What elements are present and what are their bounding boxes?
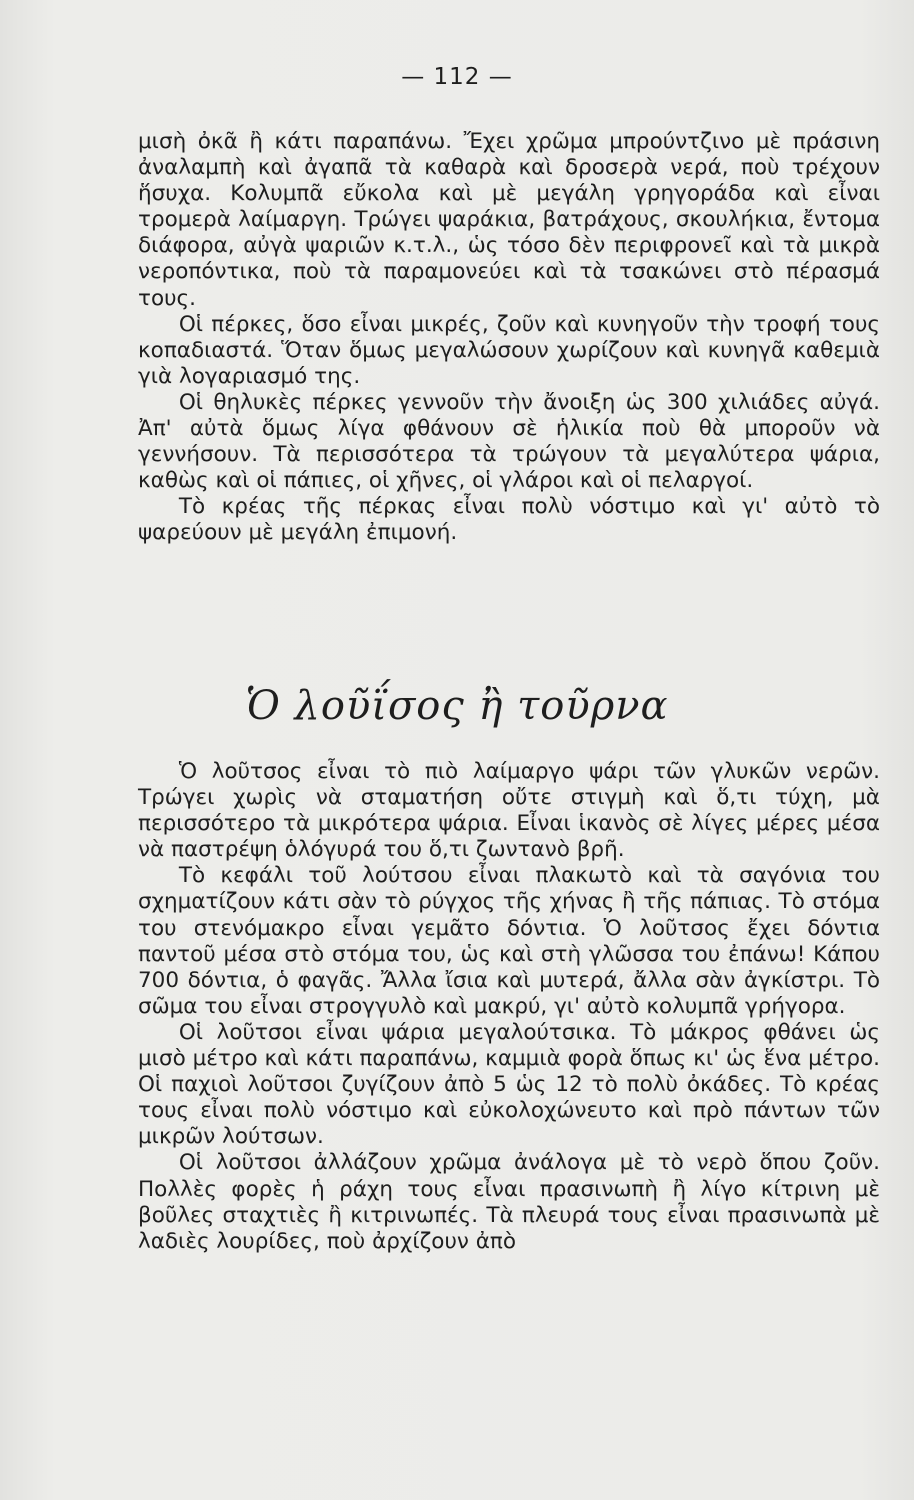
paragraph: Τὸ κεφάλι τοῦ λούτσου εἶναι πλακωτὸ καὶ τὰ σαγόνια του σχηματίζουν κάτι σὰν τὸ ρύγχος τῆς χήνας ἢ τῆς πάπιας. Τὸ στόμα του στενόμακρο εἶναι γεμᾶτο δόντια. Ὁ λοῦτσος ἔχει δόντια παντοῦ μέσα στὸ στόμα του, ὡς καὶ στὴ γλῶσσα του ἐπάνω! Κάπου 700 δόντια, ὁ φαγᾶς. Ἄλλα ἴσια καὶ μυτερά, ἄλλα σὰν ἀγκίστρι. Τὸ σῶμα του εἶναι στρογγυλὸ καὶ μακρύ, γι' αὐτὸ κολυμπᾶ γρήγορα. <box>138 863 880 1019</box>
page-number: — 112 — <box>401 64 513 90</box>
paragraph: Τὸ κρέας τῆς πέρκας εἶναι πολὺ νόστιμο καὶ γι' αὐτὸ τὸ ψαρεύουν μὲ μεγάλη ἐπιμονή. <box>138 494 880 546</box>
paragraph: Οἱ θηλυκὲς πέρκες γεννοῦν τὴν ἄνοιξη ὡς 300 χιλιάδες αὐγά. Ἀπ' αὐτὰ ὅμως λίγα φθάνουν σὲ ἡλικία ποὺ θὰ μποροῦν νὰ γεννήσουν. Τὰ περισσότερα τὰ τρώγουν τὰ μεγαλύτερα ψάρια, καθὼς καὶ οἱ πάπιες, οἱ χῆνες, οἱ γλάροι καὶ οἱ πελαργοί. <box>138 389 880 494</box>
paragraph: Ὁ λοῦτσος εἶναι τὸ πιὸ λαίμαργο ψάρι τῶν γλυκῶν νερῶν. Τρώγει χωρὶς νὰ σταματήση οὔτε στιγμὴ καὶ ὅ,τι τύχη, μὰ περισσότερο τὰ μικρότερα ψάρια. Εἶναι ἱκανὸς σὲ λίγες μέρες μέσα νὰ παστρέψη ὁλόγυρά του ὅ,τι ζωντανὸ βρῆ. <box>138 759 880 863</box>
paragraph: Οἱ λοῦτσοι εἶναι ψάρια μεγαλούτσικα. Τὸ μάκρος φθάνει ὡς μισὸ μέτρο καὶ κάτι παραπάνω, καμμιὰ φορὰ ὅπως κι' ὡς ἕνα μέτρο. Οἱ παχιοὶ λοῦτσοι ζυγίζουν ἀπὸ 5 ὡς 12 τὸ πολὺ ὀκάδες. Τὸ κρέας τους εἶναι πολὺ νόστιμο καὶ εὐκολοχώνευτο καὶ πρὸ πάντων τῶν μικρῶν λούτσων. <box>138 1019 880 1150</box>
paragraph: Οἱ λοῦτσοι ἀλλάζουν χρῶμα ἀνάλογα μὲ τὸ νερὸ ὅπου ζοῦν. Πολλὲς φορὲς ἡ ράχη τους εἶναι πρασινωπὴ ἢ λίγο κίτρινη μὲ βοῦλες σταχτιὲς ἢ κιτρινωπές. Τὰ πλευρά τους εἶναι πρασινωπὰ μὲ λαδιὲς λουρίδες, ποὺ ἀρχίζουν ἀπὸ <box>138 1150 880 1254</box>
paragraph: Οἱ πέρκες, ὅσο εἶναι μικρές, ζοῦν καὶ κυνηγοῦν τὴν τροφή τους κοπαδιαστά. Ὅταν ὅμως μεγαλώσουν χωρίζουν καὶ κυνηγᾶ καθεμιὰ γιὰ λογαριασμό της. <box>138 311 880 389</box>
section-title: Ὁ λοῦΐσος ἢ τοῦρνα <box>245 683 669 729</box>
paragraph: μισὴ ὀκᾶ ἢ κάτι παραπάνω. Ἔχει χρῶμα μπρούντζινο μὲ πράσινη ἀναλαμπὴ καὶ ἀγαπᾶ τὰ καθαρὰ καὶ δροσερὰ νερά, ποὺ τρέχουν ἥσυχα. Κολυμπᾶ εὔκολα καὶ μὲ μεγάλη γρηγοράδα καὶ εἶναι τρομερὰ λαίμαργη. Τρώγει ψαράκια, βατράχους, σκουλήκια, ἔντομα διάφορα, αὐγὰ ψαριῶν κ.τ.λ., ὡς τόσο δὲν περιφρονεῖ καὶ τὰ μικρὰ νεροπόντικα, ποὺ τὰ παραμονεύει καὶ τὰ τσακώνει στὸ πέρασμά τους. <box>138 129 880 311</box>
text-block-pike <box>138 759 880 1255</box>
text-block-perch <box>138 129 880 547</box>
